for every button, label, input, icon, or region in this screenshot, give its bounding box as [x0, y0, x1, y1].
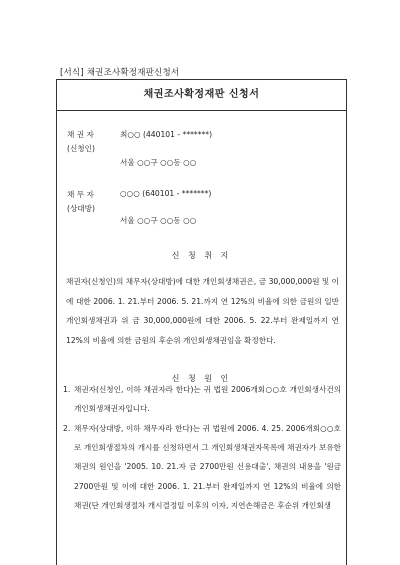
reason-item-text: 채무자(상대방, 이하 채무자라 한다)는 귀 법원에 2006. 4. 25. 2006개회○○호로 개인회생절차의 개시를 신청하면서 그 개인회생채권자목록에 채권자가 보유한 채권의 원인을 '2005. 10. 21.자 금 2700만원 신용대출', 채권의 내용을 '원금 2700만원 및 이에 대한 2006. 1. 21.부터 완제일까지 연 12%의 비율에 의한 채권(단 개인회생절차 개시결정일 이후의 이자, 지연손해금은 후순위 개인회생 — [74, 424, 341, 510]
applicant-role-sub: (신청인) — [67, 144, 95, 153]
reasons-heading: 신 청 원 인 — [171, 374, 232, 383]
reason-item-number: 2. — [63, 424, 71, 433]
reason-item-1 — [63, 380, 341, 418]
applicant-role: 채 권 자 — [67, 130, 94, 139]
respondent-name-id: ○○○ (640101 - *******) — [120, 189, 212, 198]
document-title: 채권조사확정재판 신청서 — [57, 80, 346, 111]
applicant-address: 서울 ○○구 ○○동 ○○ — [120, 158, 197, 167]
form-label: [서식] 채권조사확정재판신청서 — [60, 68, 180, 78]
purpose-heading: 신 청 취 지 — [171, 251, 232, 260]
application-document — [56, 79, 347, 565]
respondent-role: 채 무 자 — [67, 190, 94, 199]
reason-item-2 — [63, 419, 341, 515]
reason-item-text: 채권자(신청인, 이하 채권자라 한다)는 귀 법원 2006개회○○호 개인회생사건의 개인회생채권자입니다. — [74, 385, 341, 414]
purpose-text: 채권자(신청인)의 채무자(상대방)에 대한 개인회생채권은, 금 30,000,000원 및 이에 대한 2006. 1. 21.부터 2006. 5. 21.까지 연 12%의 비율에 의한 금원의 일반 개인회생채권과 위 금 30,000,000원에 대한 2006. 5. 22.부터 완제일까지 연 12%의 비율에 의한 금원의 후순위 개인회생채권임을 확정한다. — [66, 277, 339, 345]
applicant-name-id: 최○○ (440101 - *******) — [120, 130, 213, 139]
reason-item-number: 1. — [63, 385, 71, 394]
respondent-address: 서울 ○○구 ○○동 ○○ — [120, 216, 197, 225]
respondent-role-sub: (상대방) — [67, 204, 95, 213]
